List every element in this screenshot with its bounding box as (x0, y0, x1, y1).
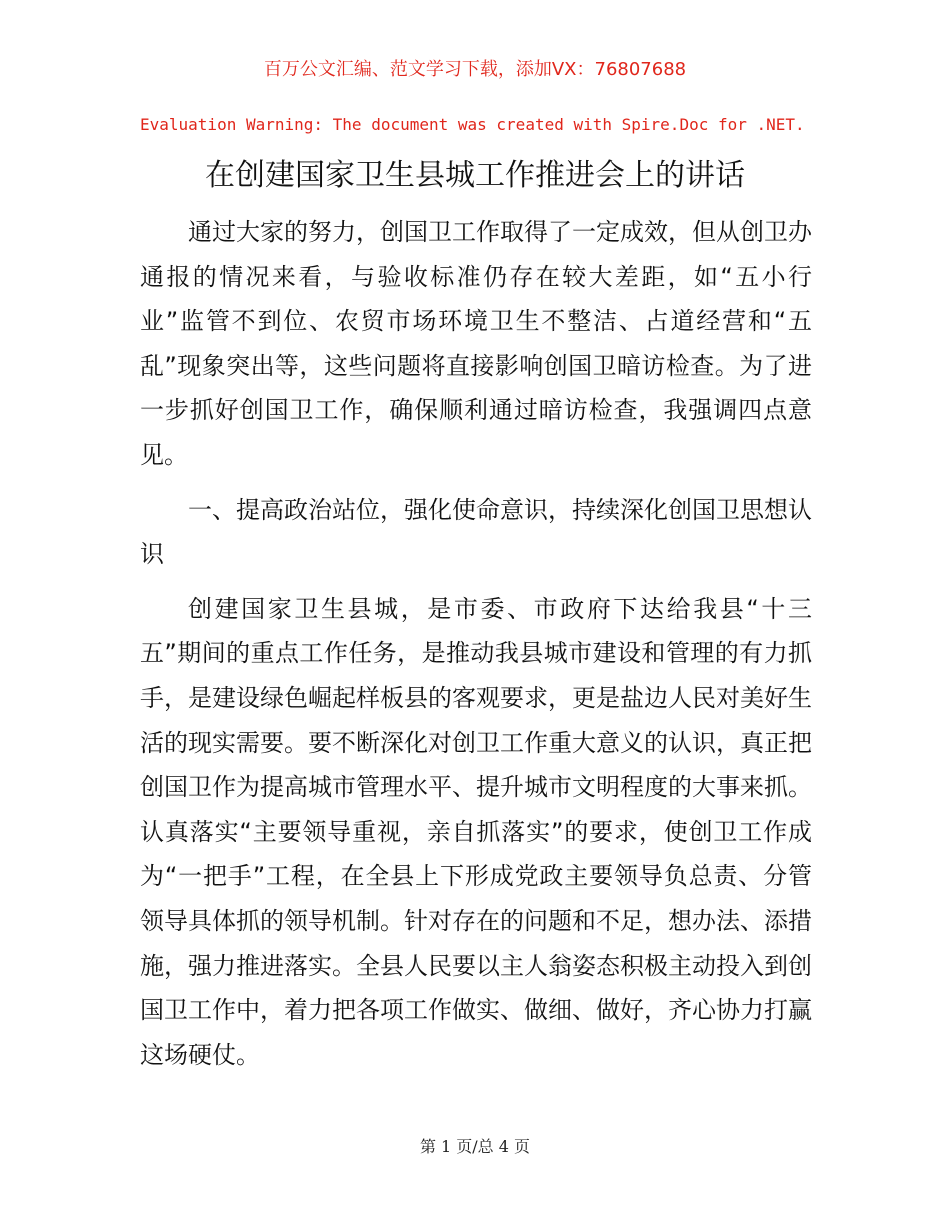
document-title: 在创建国家卫生县城工作推进会上的讲话 (205, 158, 745, 193)
paragraph-section-1: 创建国家卫生县城，是市委、市政府下达给我县“十三五”期间的重点工作任务，是推动我县城市建设和管理的有力抓手，是建设绿色崛起样板县的客观要求，更是盐边人民对美好生活的现实需要。要不断深化对创卫工作重大意义的认识，真正把创国卫作为提高城市管理水平、提升城市文明程度的大事来抓。认真落实“主要领导重视，亲自抓落实”的要求，使创卫工作成为“一把手”工程，在全县上下形成党政主要领导负总责、分管领导具体抓的领导机制。针对存在的问题和不足，想办法、添措施，强力推进落实。全县人民要以主人翁姿态积极主动投入到创国卫工作中，着力把各项工作做实、做细、做好，齐心协力打赢这场硬仗。 (140, 594, 812, 1069)
document-body (140, 210, 812, 1087)
page-indicator: 第 1 页/总 4 页 (419, 1137, 531, 1156)
section-heading-1: 一、提高政治站位，强化使命意识，持续深化创国卫思想认识 (140, 495, 812, 569)
evaluation-warning: Evaluation Warning: The document was created with Spire.Doc for .NET. (140, 115, 805, 134)
header-banner: 百万公文汇编、范文学习下载，添加VX：76807688 (263, 59, 687, 80)
paragraph-intro: 通过大家的努力，创国卫工作取得了一定成效，但从创卫办通报的情况来看，与验收标准仍存在较大差距，如“五小行业”监管不到位、农贸市场环境卫生不整洁、占道经营和“五乱”现象突出等，这些问题将直接影响创国卫暗访检查。为了进一步抓好创国卫工作，确保顺利通过暗访检查，我强调四点意见。 (140, 218, 812, 469)
